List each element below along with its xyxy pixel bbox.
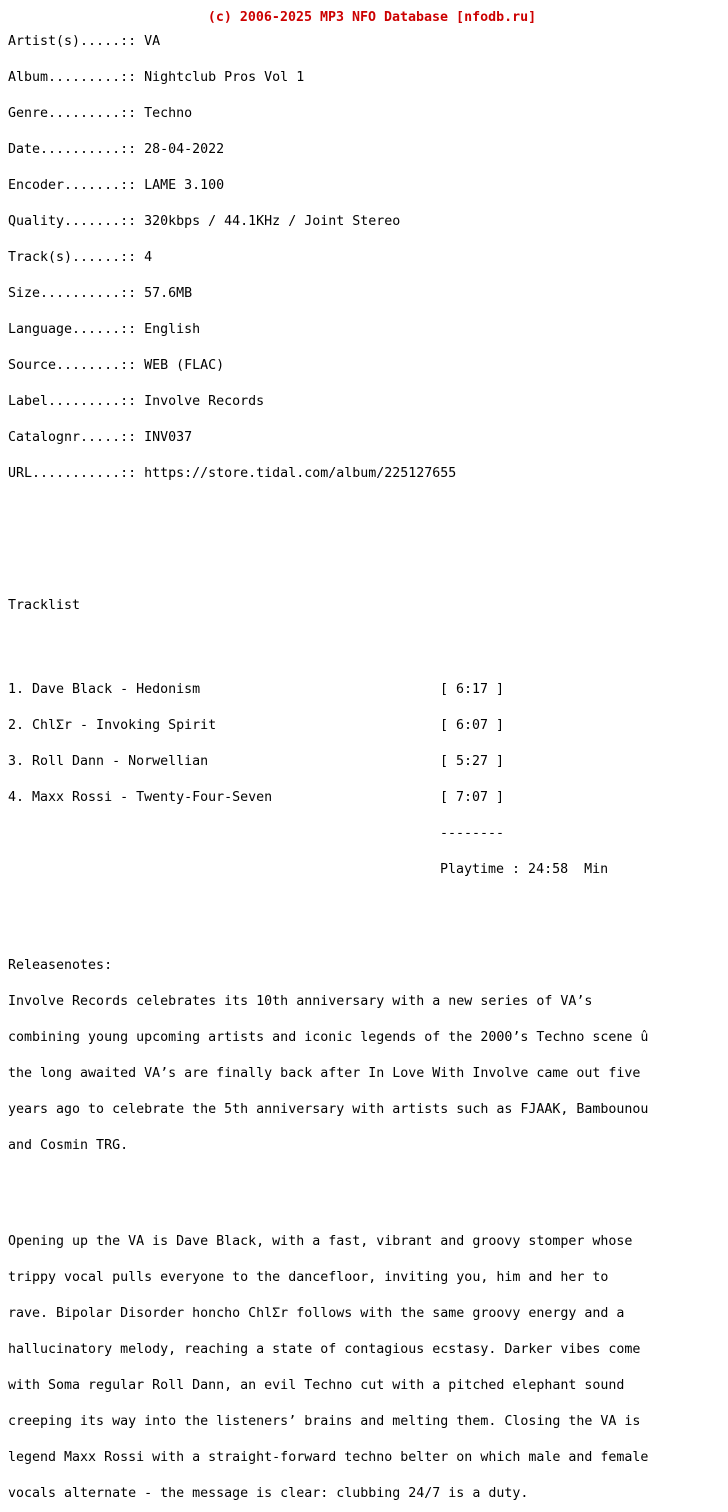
track-title: 2. ChlΣr - Invoking Spirit [8, 718, 217, 733]
releasenotes-line: and Cosmin TRG. [8, 1138, 129, 1153]
spacer [8, 1188, 648, 1200]
track-row [8, 684, 648, 696]
tracklist-separator-row [8, 828, 648, 840]
releasenotes-line: combining young upcoming artists and iconic legends of the 2000’s Techno scene û [8, 1030, 649, 1045]
info-label: Label.........:: Involve Records [8, 394, 265, 409]
track-time: [ 6:07 ] [440, 718, 505, 733]
info-tracks: Track(s)......:: 4 [8, 250, 153, 265]
releasenotes-line: with Soma regular Roll Dann, an evil Techno cut with a pitched elephant sound [8, 1378, 625, 1393]
tracklist-heading: Tracklist [8, 598, 81, 613]
releasenotes-line: creeping its way into the listeners’ brains and melting them. Closing the VA is [8, 1414, 641, 1429]
spacer [8, 552, 648, 564]
copyright-header: (c) 2006-2025 MP3 NFO Database [nfodb.ru] [207, 10, 537, 25]
info-genre: Genre.........:: Techno [8, 106, 193, 121]
spacer [8, 636, 648, 648]
track-title: 1. Dave Black - Hedonism [8, 682, 201, 697]
info-size: Size..........:: 57.6MB [8, 286, 193, 301]
track-row [8, 720, 648, 732]
track-row [8, 756, 648, 768]
releasenotes-line: Opening up the VA is Dave Black, with a fast, vibrant and groovy stomper whose [8, 1234, 633, 1249]
track-time: [ 6:17 ] [440, 682, 505, 697]
info-quality: Quality.......:: 320kbps / 44.1KHz / Joint Stereo [8, 214, 401, 229]
info-catalognr: Catalognr.....:: INV037 [8, 430, 193, 445]
releasenotes-line: rave. Bipolar Disorder honcho ChlΣr follows with the same groovy energy and a [8, 1306, 625, 1321]
playtime-row [8, 864, 648, 876]
releasenotes-line: Involve Records celebrates its 10th anniversary with a new series of VA’s [8, 994, 593, 1009]
playtime: Playtime : 24:58 Min [440, 862, 609, 877]
releasenotes-line: hallucinatory melody, reaching a state of contagious ecstasy. Darker vibes come [8, 1342, 641, 1357]
info-source: Source........:: WEB (FLAC) [8, 358, 225, 373]
spacer [8, 912, 648, 924]
nfo-content [8, 12, 648, 1512]
info-date: Date..........:: 28-04-2022 [8, 142, 225, 157]
spacer [8, 516, 648, 528]
track-row [8, 792, 648, 804]
track-time: [ 5:27 ] [440, 754, 505, 769]
track-title: 3. Roll Dann - Norwellian [8, 754, 209, 769]
info-encoder: Encoder.......:: LAME 3.100 [8, 178, 225, 193]
releasenotes-line: the long awaited VA’s are finally back after In Love With Involve came out five [8, 1066, 641, 1081]
releasenotes-line: vocals alternate - the message is clear: clubbing 24/7 is a duty. [8, 1486, 529, 1501]
releasenotes-line: trippy vocal pulls everyone to the dancefloor, inviting you, him and her to [8, 1270, 609, 1285]
info-language: Language......:: English [8, 322, 201, 337]
releasenotes-line: years ago to celebrate the 5th anniversary with artists such as FJAAK, Bambounou [8, 1102, 649, 1117]
info-url: URL...........:: https://store.tidal.com/album/225127655 [8, 466, 457, 481]
tracklist-separator: -------- [440, 826, 505, 841]
info-artist: Artist(s).....:: VA [8, 34, 161, 49]
track-title: 4. Maxx Rossi - Twenty-Four-Seven [8, 790, 273, 805]
track-time: [ 7:07 ] [440, 790, 505, 805]
releasenotes-line: legend Maxx Rossi with a straight-forward techno belter on which male and female [8, 1450, 649, 1465]
releasenotes-heading: Releasenotes: [8, 958, 113, 973]
info-album: Album.........:: Nightclub Pros Vol 1 [8, 70, 305, 85]
